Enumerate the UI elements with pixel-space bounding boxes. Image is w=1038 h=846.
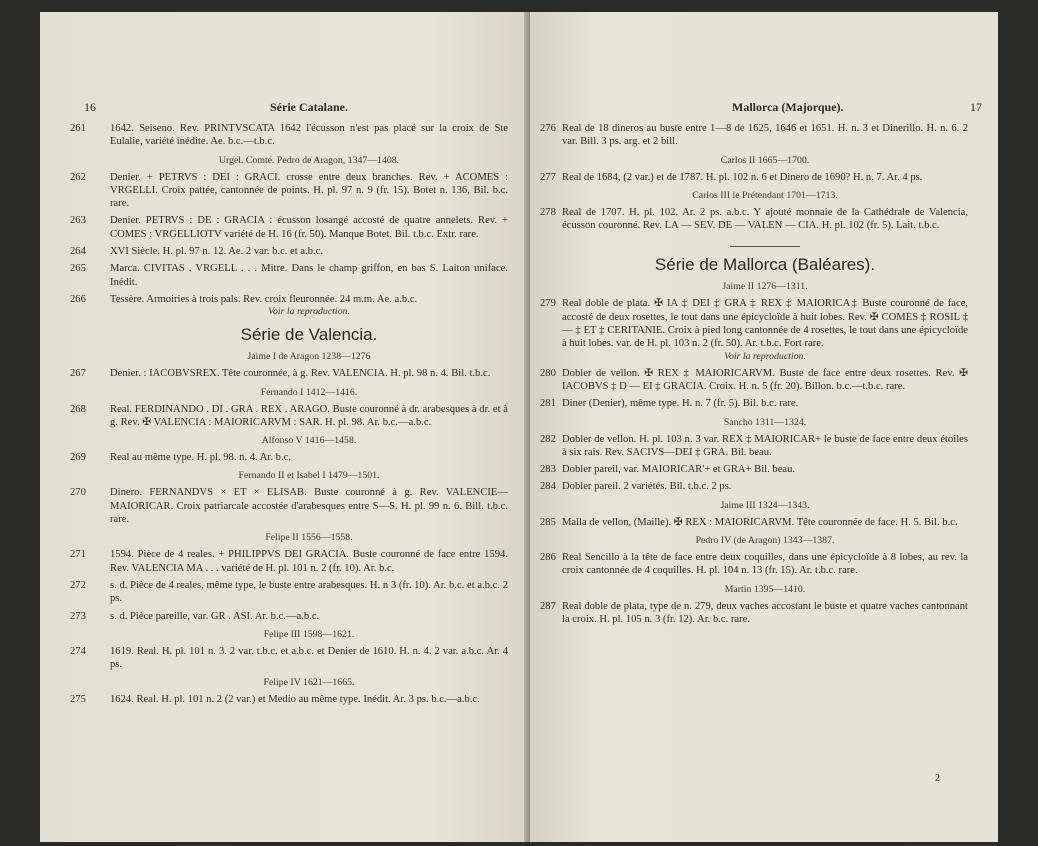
entry-265 bbox=[70, 262, 508, 289]
entry-text: 1642. Seiseno. Rev. PRINTVSCATA 1642 l'écusson n'est pas placé sur la croix de Ste Eulalie, variété inédite. Ae. b.c.—t.b.c. bbox=[110, 123, 508, 148]
entry-number: 265 bbox=[70, 263, 86, 275]
entry-number: 283 bbox=[540, 464, 556, 476]
entry-text: s. d. Pièce pareille, var. GR . ASI. Ar. b.c.—a.b.c. bbox=[110, 610, 320, 622]
subheading-martin: Martin 1395—1410. bbox=[724, 583, 806, 595]
entry-text: 1594. Pièce de 4 reales. + PHILIPPVS DEI GRACIA. Buste couronné de face entre 1594. Rev. VALENCIA MA . . . variété de H. pl. 101 n. 2 (fr. 10). Ar. b.c. bbox=[110, 549, 508, 574]
entry-279: 279 Real doble de plata. ✠ IA ‡ DEI ‡ GRA ‡ REX ‡ MAIORICA‡ Buste couronné de face, accosté de deux rosettes, le tout dans une épicycloïde à huit lobes. Rev. ✠ COMES ‡ ROSIL ‡ — ‡ ET ‡ CERITANIE. Croix à pied long cantonnée de 4 rosettes, le tout dans une épicycloïde à huit lobes. var. de H. pl. 103 n. 2 (fr. 50). Ar. t.b.c. Fort rare. bbox=[540, 298, 968, 350]
entry-text: Real de 18 dineros au buste entre 1—8 de 1625, 1646 et 1651. H. n. 3 et Dinerillo. H. n. 6. 2 var. Bill. 3 ps. arg. et 2 bill. bbox=[562, 123, 968, 148]
subheading-jaime1: Jaime I de Aragon 1238—1276 bbox=[247, 351, 371, 363]
entry-261 bbox=[70, 122, 508, 149]
right-block3 bbox=[540, 433, 968, 494]
entry-text: s. d. Pièce de 4 reales, même type, le buste entre arabesques. H. n 3 (fr. 10). Ar. b.c. et a.b.c. 2 ps. bbox=[110, 579, 508, 605]
right-running-title: Mallorca (Majorque). bbox=[732, 100, 844, 114]
entry-number: 281 bbox=[540, 398, 556, 410]
entry-number: 261 bbox=[70, 123, 86, 134]
signature-mark: 2 bbox=[935, 773, 940, 784]
entry-287: 287 Real doble de plata, type de n. 279, deux vaches accostant le buste et quatre vaches cantonnant la croix. H. pl. 105 n. 3 (fr. 12). Ar. b.c. rare. bbox=[540, 600, 968, 625]
entry-number: 282 bbox=[540, 433, 556, 445]
left-block3 bbox=[70, 548, 508, 622]
entry-number: 266 bbox=[70, 293, 86, 305]
entry-text: Dobler de vellon. H. pl. 103 n. 3 var. REX ‡ MAIORICAR+ le buste de face entre deux étoiles à six rais. Rev. SACIVS—DEI ‡ GRA. Bil. beau. bbox=[562, 433, 968, 458]
subheading-carlos2: Carlos II 1665—1700. bbox=[720, 154, 810, 166]
entry-number: 276 bbox=[540, 123, 556, 134]
entry-text: Tessère. Armoiries à trois pals. Rev. croix fleuronnée. 24 m.m. Ae. a.b.c. bbox=[110, 293, 418, 305]
entry-number: 272 bbox=[70, 579, 86, 591]
entry-268: 268 Real. FERDINANDO . DI . GRA . REX . ARAGO. Buste couronné à dr. arabesques à dr. et à g. Rev. ✠ VALENCIA : MAIORICARVM : SAR. H. pl. 98. Ar. b.c.—a.b.c. bbox=[70, 403, 508, 428]
subheading-felipe2: Felipe II 1556—1558. bbox=[265, 532, 353, 544]
entry-number: 262 bbox=[70, 171, 86, 183]
entry-273 bbox=[70, 610, 508, 623]
entry-text: Dobler pareil. 2 variétés. Bil. t.b.c. 2 ps. bbox=[562, 481, 732, 493]
section-title-mallorca: Série de Mallorca (Baléares). bbox=[654, 255, 876, 275]
entry-text: XVI Siècle. H. pl. 97 n. 12. Ae. 2 var. b.c. et a.b.c. bbox=[110, 246, 324, 258]
subheading-pedro4: Pedro IV (de Aragon) 1343—1387. bbox=[695, 535, 835, 547]
entry-282 bbox=[540, 433, 968, 460]
entry-number: 284 bbox=[540, 481, 556, 493]
left-block1 bbox=[70, 122, 508, 149]
entry-267: 267 Denier. : IACOBVSREX. Tête couronnée, à g. Rev. VALENCIA. H. pl. 98 n. 4. Bil. t.b.c. bbox=[70, 368, 491, 380]
entry-277: 277 Real de 1684, (2 var.) et de 1787. H. pl. 102 n. 6 et Dinero de 1690? H. n. 7. Ar. 4 ps. bbox=[540, 171, 923, 183]
entry-271 bbox=[70, 548, 508, 575]
entry-270: 270 Dinero. FERNANDVS × ET × ELISAB. Buste couronné à g. Rev. VALENCIE—MAIORICAR. Croix patriarcale accostée d'arabesques entre S—S. H. pl. 99 n. 6. Bill. t.b.c. rare. bbox=[70, 487, 508, 526]
right-block1 bbox=[540, 122, 968, 149]
subheading-carlos3: Carlos III le Prétendant 1701—1713. bbox=[692, 189, 838, 201]
subheading-urgel: Urgel. Comté. Pedro de Aragon, 1347—1408. bbox=[218, 154, 400, 166]
entry-269: 269 Real au même type. H. pl. 98. n. 4. Ar. b.c. bbox=[70, 452, 291, 464]
entry-283 bbox=[540, 463, 968, 476]
entry-text: Denier. PETRVS : DE : GRACIA : écusson losangé accosté de quatre annelets. Rev. + COMES : VRGELLIOTV variété de H. 16 (fr. 50). Manque Botet. Bil. t.b.c. Extr. rare. bbox=[110, 215, 508, 240]
left-running-title: Série Catalane. bbox=[270, 100, 348, 114]
entry-284 bbox=[540, 480, 968, 493]
entry-278: 278 Real de 1707. H. pl. 102. Ar. 2 ps. a.b.c. Y ajouté monnaie de la Cathédrale de Valencia, écusson couronné. Rev. LA — SEV. DE — VALEN — CIA. H. pl. 102 (fr. 5). Lait. t.b.c. bbox=[540, 206, 968, 232]
entry-text: Denier. + PETRVS : DEI : GRACI. crosse entre deux branches. Rev. + ACOMES : VRGELLI. Croix pattée, cantonnée de points. H. pl. 97 n. 9 (fr. 15). Botet n. 136, Bil. b.c. rare. bbox=[110, 171, 508, 210]
subheading-jaime2: Jaime II 1276—1311. bbox=[722, 281, 808, 293]
entry-281 bbox=[540, 397, 968, 410]
left-block2 bbox=[70, 171, 508, 307]
entry-number: 271 bbox=[70, 549, 86, 561]
entry-280 bbox=[540, 367, 968, 394]
right-page-number: 17 bbox=[970, 100, 982, 114]
left-page-header bbox=[84, 100, 508, 122]
section-title-valencia: Série de Valencia. bbox=[240, 325, 378, 345]
note-265: Voir la reproduction. bbox=[268, 306, 350, 318]
subheading-alfonso5: Alfonso V 1416—1458. bbox=[261, 435, 357, 447]
right-block2 bbox=[540, 367, 968, 411]
right-page bbox=[530, 12, 998, 842]
entry-number: 264 bbox=[70, 246, 86, 258]
entry-275: 275 1624. Real. H. pl. 101 n. 2 (2 var.) et Medio au même type. Inédit. Ar. 3 ps. b.c.—a.b.c. bbox=[70, 694, 480, 706]
subheading-fernando1: Fernando I 1412—1416. bbox=[260, 386, 358, 398]
entry-262 bbox=[70, 171, 508, 211]
section-divider bbox=[730, 246, 800, 247]
entry-263 bbox=[70, 214, 508, 241]
subheading-felipe3: Felipe III 1598—1621. bbox=[263, 628, 355, 640]
subheading-felipe4: Felipe IV 1621—1665. bbox=[263, 677, 355, 689]
entry-264 bbox=[70, 245, 508, 258]
right-page-header bbox=[562, 100, 982, 122]
entry-number: 273 bbox=[70, 610, 86, 622]
note-279: Voir la reproduction. bbox=[724, 350, 806, 362]
left-page bbox=[40, 12, 528, 842]
entry-286: 286 Real Sencillo à la tête de face entre deux coquilles, dans une épicycloïde à 8 lobes, au rev. la croix cantonnée de 4 coquilles. H. pl. 104 n. 13 (fr. 15). Ar. t.b.c. rare. bbox=[540, 552, 968, 577]
entry-272 bbox=[70, 579, 508, 606]
subheading-sancho: Sancho 1311—1324. bbox=[723, 416, 807, 428]
entry-text: Dobler pareil, var. MAIORICAR'+ et GRA+ Bil. beau. bbox=[562, 464, 796, 476]
entry-266 bbox=[70, 293, 508, 306]
entry-276 bbox=[540, 122, 968, 149]
subheading-jaime3: Jaime III 1324—1343. bbox=[720, 499, 810, 511]
entry-number: 263 bbox=[70, 215, 86, 227]
entry-274: 274 1619. Real. H. pl. 101 n. 3. 2 var. t.b.c. et a.b.c. et Denier de 1610. H. n. 4. 2 var. a.b.c. Ar. 4 ps. bbox=[70, 645, 508, 671]
entry-number: 280 bbox=[540, 367, 556, 379]
entry-text: Dobler de vellon. ✠ REX ‡ MAIORICARVM. Buste de face entre deux rosettes. Rev. ✠ IACOBVS ‡ D — EI ‡ GRACIA. Croix. H. n. 5 (fr. 20). Billon. b.c.—t.b.c. rare. bbox=[562, 367, 968, 392]
entry-285: 285 Malla de vellon, (Maille). ✠ REX : MAIORICARVM. Tête couronnée de face. H. 5. Bil. b.c. bbox=[540, 516, 958, 528]
left-page-number: 16 bbox=[84, 100, 96, 114]
subheading-fernando2: Fernando II et Isabel I 1479—1501. bbox=[238, 470, 380, 482]
entry-text: Diner (Denier), même type. H. n. 7 (fr. 5). Bil. b.c. rare. bbox=[562, 398, 799, 410]
entry-text: Marca. CIVITAS . VRGELL . . . Mitre. Dans le champ griffon, en bas S. Laiton uniface. Inédit. bbox=[110, 263, 508, 288]
